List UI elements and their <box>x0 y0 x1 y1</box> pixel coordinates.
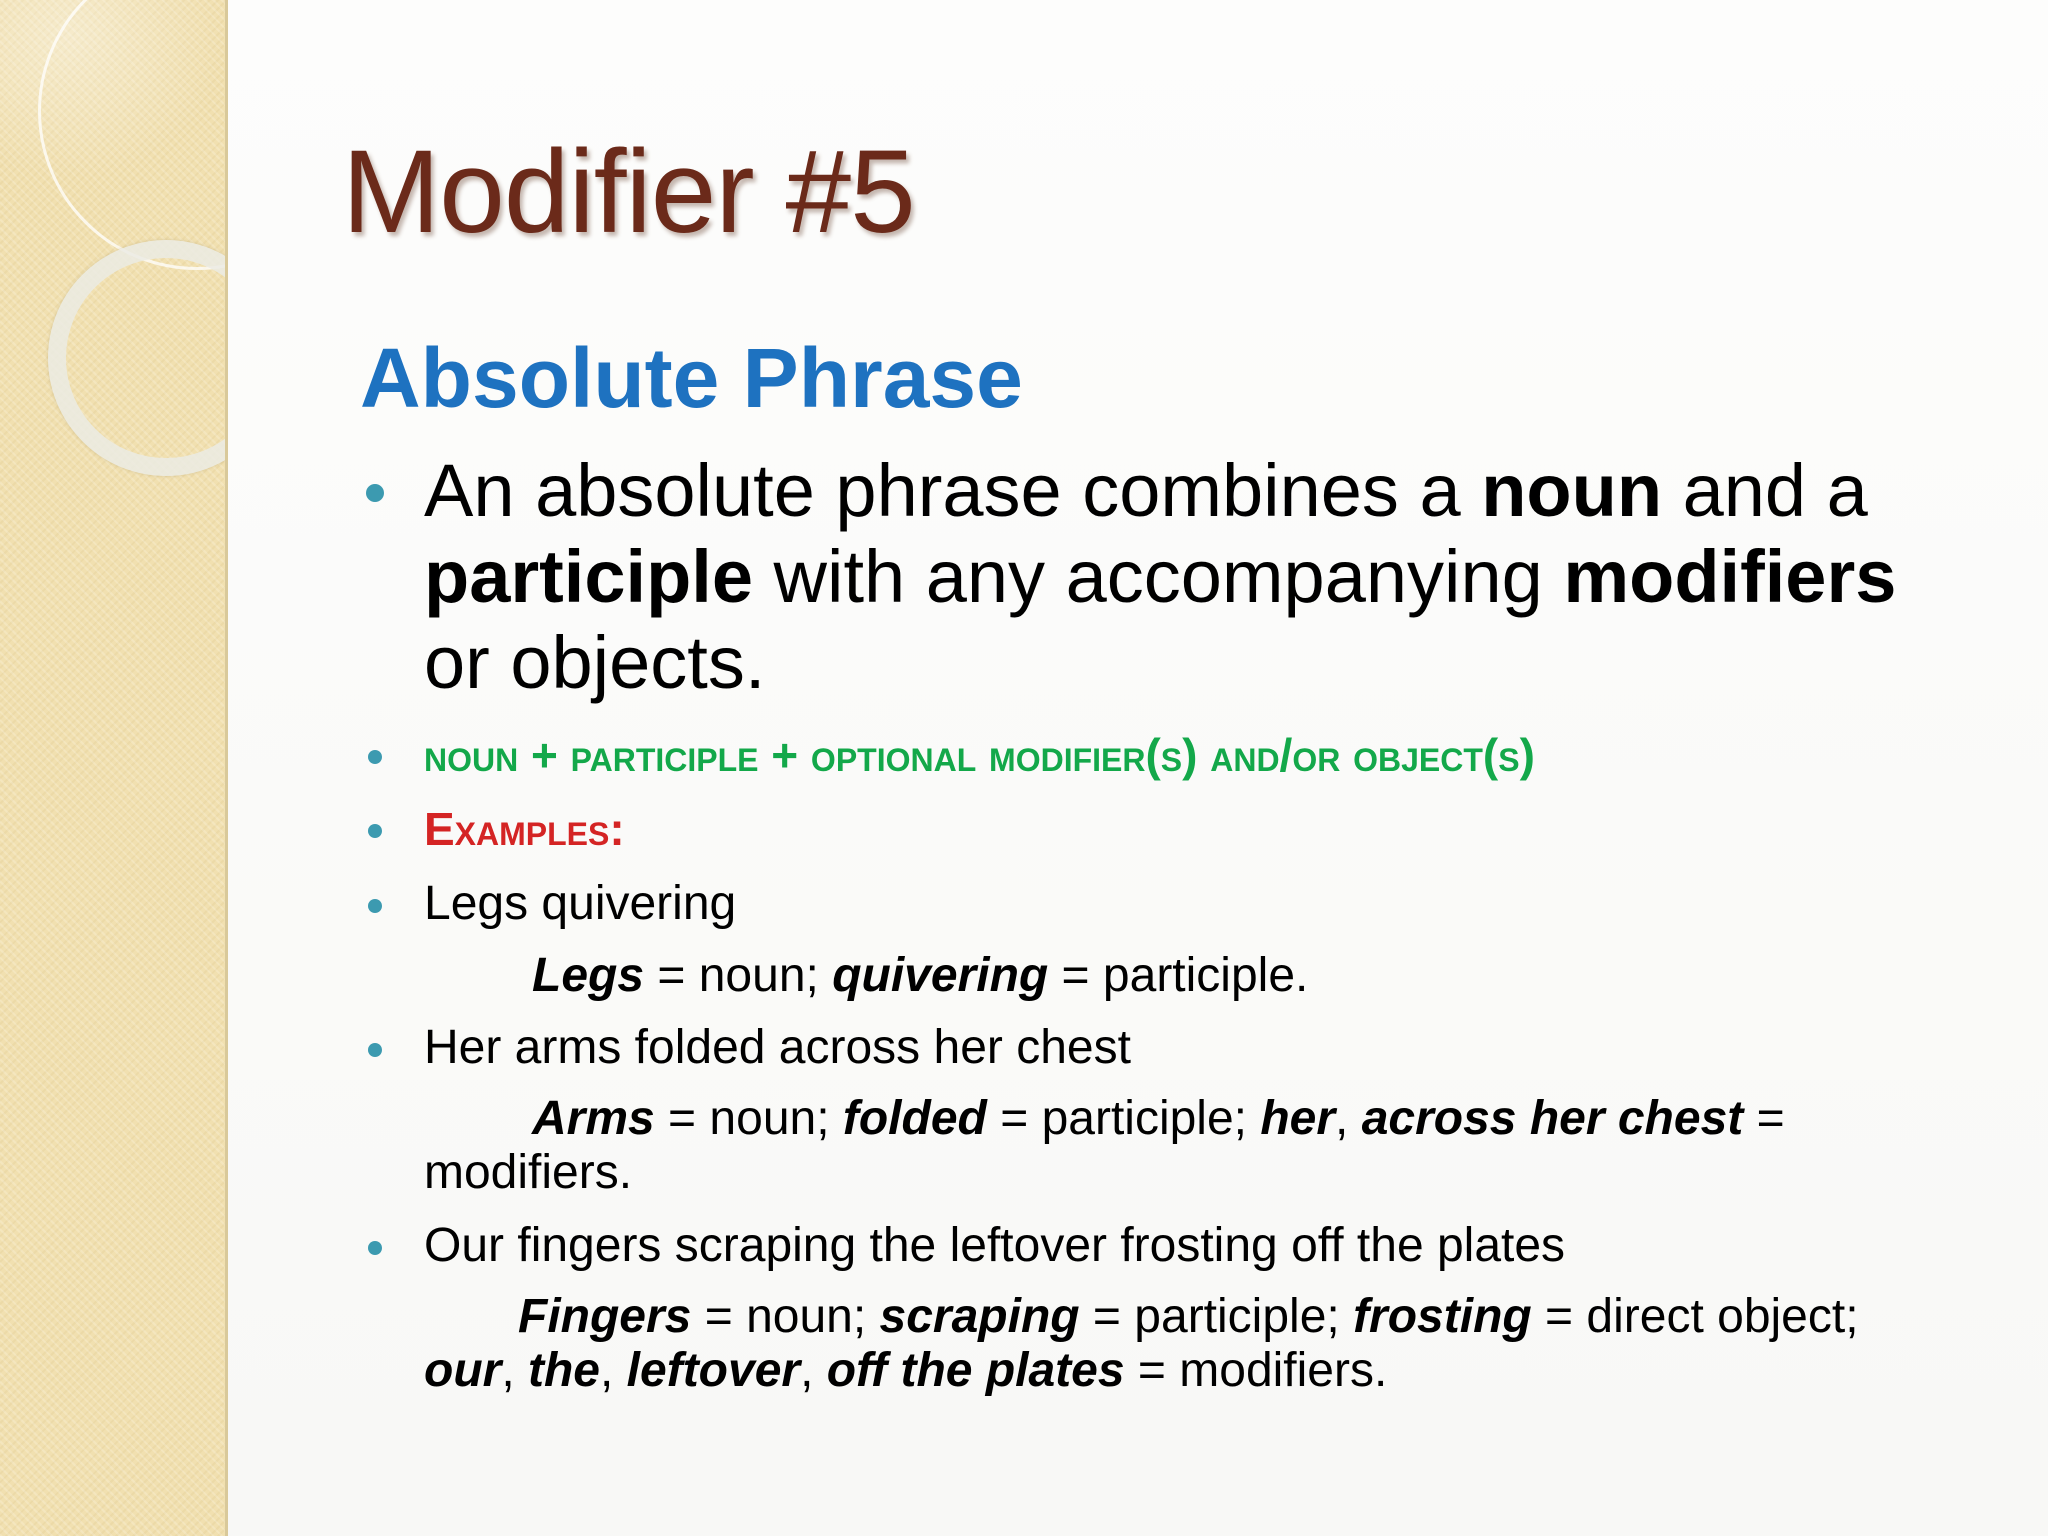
explanation-text: = participle. <box>1048 949 1309 1002</box>
definition-part: or objects. <box>424 621 766 704</box>
explanation-term: off the plates <box>826 1344 1125 1397</box>
explanation-term: across her chest <box>1361 1092 1744 1145</box>
example-phrase: Her arms folded across her chest <box>424 1021 1131 1074</box>
definition-part: with any accompanying <box>753 535 1564 618</box>
example-phrase: Our fingers scraping the leftover frosting off the plates <box>424 1219 1566 1272</box>
explanation-term: frosting <box>1353 1290 1532 1343</box>
bullet-icon <box>368 824 382 838</box>
example-item <box>360 1218 1920 1274</box>
explanation-term: scraping <box>879 1290 1080 1343</box>
term-modifiers: modifiers <box>1563 535 1897 618</box>
examples-label: Examples: <box>424 803 625 855</box>
explanation-term: Arms <box>532 1092 655 1145</box>
term-participle: participle <box>424 535 753 618</box>
explanation-text: , <box>501 1344 528 1397</box>
bullet-icon <box>366 484 384 502</box>
explanation-term: her <box>1260 1092 1336 1145</box>
explanation-text: = noun; <box>644 949 833 1002</box>
example-item <box>360 1020 1920 1076</box>
bullet-icon <box>368 1043 382 1057</box>
explanation-text: , <box>800 1344 827 1397</box>
decorative-ring-large <box>38 0 228 270</box>
explanation-text: = modifiers. <box>424 1092 1785 1199</box>
definition-text <box>424 449 1896 704</box>
example-explanation <box>360 948 1920 1004</box>
example-phrase: Legs quivering <box>424 877 737 930</box>
example-explanation <box>360 1290 1920 1398</box>
bullet-icon <box>368 750 382 764</box>
explanation-text: = direct object; <box>1531 1290 1859 1343</box>
definition-item <box>360 448 1920 706</box>
explanation-text: , <box>1335 1092 1362 1145</box>
definition-part: and a <box>1662 449 1868 532</box>
decorative-ring-small <box>48 240 228 476</box>
definition-part: An absolute phrase combines a <box>424 449 1482 532</box>
example-item <box>360 876 1920 932</box>
formula-text: noun + participle + optional modifier(s) and/or object(s) <box>424 729 1535 781</box>
panel-edge <box>225 0 228 1536</box>
explanation-term: quivering <box>832 949 1049 1002</box>
term-noun: noun <box>1481 449 1663 532</box>
slide-subtitle: Absolute Phrase <box>360 331 1023 425</box>
bullet-icon <box>368 899 382 913</box>
explanation-term: our <box>424 1344 502 1397</box>
slide-title: Modifier #5 <box>342 126 915 258</box>
explanation-term: the <box>528 1344 600 1397</box>
explanation-text: = modifiers. <box>1124 1344 1388 1397</box>
explanation-text: , <box>600 1344 627 1397</box>
bullet-icon <box>368 1241 382 1255</box>
explanation-term: folded <box>842 1092 987 1145</box>
explanation-text: = noun; <box>654 1092 843 1145</box>
explanation-text: = participle; <box>986 1092 1261 1145</box>
example-explanation <box>360 1092 1920 1200</box>
explanation-term: Legs <box>532 949 645 1002</box>
examples-label-item <box>360 802 1920 858</box>
decorative-side-panel <box>0 0 228 1536</box>
explanation-term: Fingers <box>518 1290 692 1343</box>
explanation-text: = participle; <box>1079 1290 1354 1343</box>
explanation-term: leftover <box>626 1344 801 1397</box>
bullet-list <box>360 448 1920 1398</box>
explanation-text: = noun; <box>691 1290 880 1343</box>
formula-item <box>360 728 1920 784</box>
